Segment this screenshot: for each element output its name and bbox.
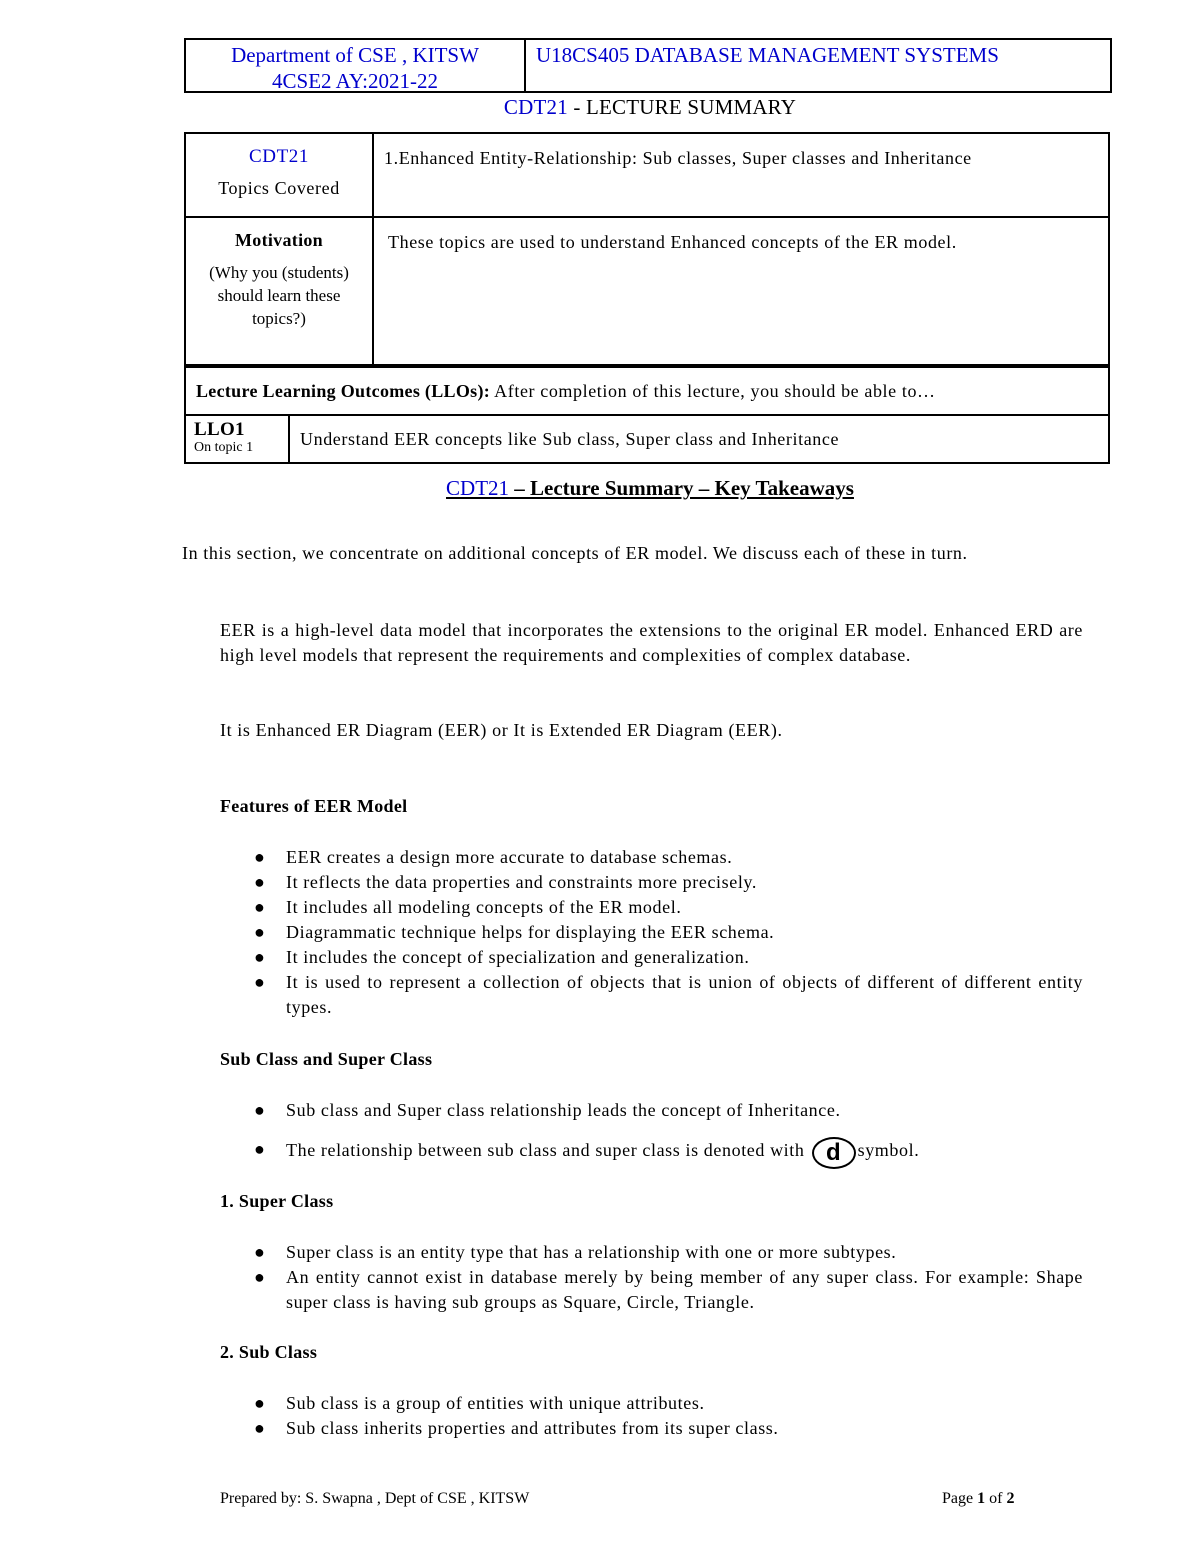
list-item: ● Sub class and Super class relationship leads the concept of Inheritance. <box>220 1098 1083 1123</box>
subclass-heading: 2. Sub Class <box>220 1342 318 1362</box>
topics-covered-label: Topics Covered <box>218 178 340 198</box>
summary-code: CDT21 <box>446 476 510 500</box>
bullet-icon: ● <box>254 972 266 992</box>
llo-heading-rest: After completion of this lecture, you should be able to… <box>490 380 936 401</box>
list-item: ● EER creates a design more accurate to database schemas. <box>220 845 1083 870</box>
bullet-icon: ● <box>254 1242 266 1262</box>
llo-topic-ref: On topic 1 <box>194 440 254 455</box>
llo-heading-cell <box>185 367 1109 415</box>
department-cell <box>186 40 526 91</box>
bullet-icon: ● <box>254 847 266 867</box>
header-box <box>184 38 1112 93</box>
lecture-title-text: - LECTURE SUMMARY <box>567 95 797 119</box>
eer-definition: EER is a high-level data model that incorporates the extensions to the original ER model. Enhanced ERD are high level models that represent the requirements and complexities of complex database. <box>220 620 1083 665</box>
bullet-icon: ● <box>254 1267 266 1287</box>
topics-label-cell <box>185 133 373 217</box>
features-list <box>220 845 1083 1020</box>
subsuper-list <box>220 1098 1083 1169</box>
list-item: ● It includes the concept of specialization and generalization. <box>220 945 1083 970</box>
topics-covered-value: 1.Enhanced Entity-Relationship: Sub classes, Super classes and Inheritance <box>373 133 1109 217</box>
intro-paragraph: In this section, we concentrate on additional concepts of ER model. We discuss each of these in turn. <box>182 543 968 563</box>
features-heading: Features of EER Model <box>220 796 408 816</box>
list-item: ● Sub class inherits properties and attributes from its super class. <box>220 1416 1083 1441</box>
lecture-code: CDT21 <box>503 95 568 119</box>
class-year: 4CSE2 AY:2021-22 <box>272 69 438 93</box>
list-item: ● It reflects the data properties and constraints more precisely. <box>220 870 1083 895</box>
department-name: Department of CSE , KITSW <box>231 43 479 67</box>
bullet-icon: ● <box>254 947 266 967</box>
motivation-label-cell <box>185 217 373 365</box>
topics-table <box>184 132 1110 366</box>
llo-id: LLO1 <box>194 419 245 440</box>
bullet-icon: ● <box>254 1100 266 1120</box>
subsuper-heading: Sub Class and Super Class <box>220 1049 433 1069</box>
topics-code: CDT21 <box>249 146 309 167</box>
llo-id-cell <box>185 415 289 463</box>
superclass-list <box>220 1240 1083 1315</box>
summary-heading <box>0 476 1200 501</box>
superclass-heading: 1. Super Class <box>220 1191 334 1211</box>
list-item: ● Sub class is a group of entities with unique attributes. <box>220 1391 1083 1416</box>
bullet-icon: ● <box>254 1418 266 1438</box>
list-item: ● Super class is an entity type that has a relationship with one or more subtypes. <box>220 1240 1083 1265</box>
footer-page-number: Page 1 of 2 <box>942 1490 1015 1507</box>
list-item: ● Diagrammatic technique helps for displaying the EER schema. <box>220 920 1083 945</box>
bullet-icon: ● <box>254 872 266 892</box>
motivation-label: Motivation <box>235 230 323 250</box>
bullet-icon: ● <box>254 897 266 917</box>
llo-text: Understand EER concepts like Sub class, Super class and Inheritance <box>289 415 1109 463</box>
list-item: ● The relationship between sub class and super class is denoted with d symbol. <box>220 1137 1083 1169</box>
bullet-icon: ● <box>254 1393 266 1413</box>
list-item: ● It includes all modeling concepts of the ER model. <box>220 895 1083 920</box>
summary-heading-text: – Lecture Summary – Key Takeaways <box>509 476 854 500</box>
motivation-value: These topics are used to understand Enhanced concepts of the ER model. <box>373 217 1109 365</box>
lecture-title <box>0 95 1200 120</box>
eer-alias: It is Enhanced ER Diagram (EER) or It is Extended ER Diagram (EER). <box>220 720 783 740</box>
bullet-icon: ● <box>254 922 266 942</box>
llo-table <box>184 366 1110 464</box>
bullet-icon: ● <box>254 1139 266 1159</box>
llo-heading: Lecture Learning Outcomes (LLOs): <box>196 380 491 401</box>
course-title: U18CS405 DATABASE MANAGEMENT SYSTEMS <box>536 43 999 67</box>
subclass-list <box>220 1391 1083 1441</box>
list-item: ● An entity cannot exist in database merely by being member of any super class. For example: Shape super class is having sub groups as Square, Circle, Triangle. <box>254 1267 1083 1312</box>
motivation-subtitle: (Why you (students) should learn these topics?) <box>209 263 349 328</box>
footer-prepared-by: Prepared by: S. Swapna , Dept of CSE , KITSW <box>220 1490 530 1507</box>
disjoint-d-icon: d <box>812 1137 856 1169</box>
list-item: ● It is used to represent a collection of objects that is union of objects of different of different entity types. <box>254 972 1083 1017</box>
